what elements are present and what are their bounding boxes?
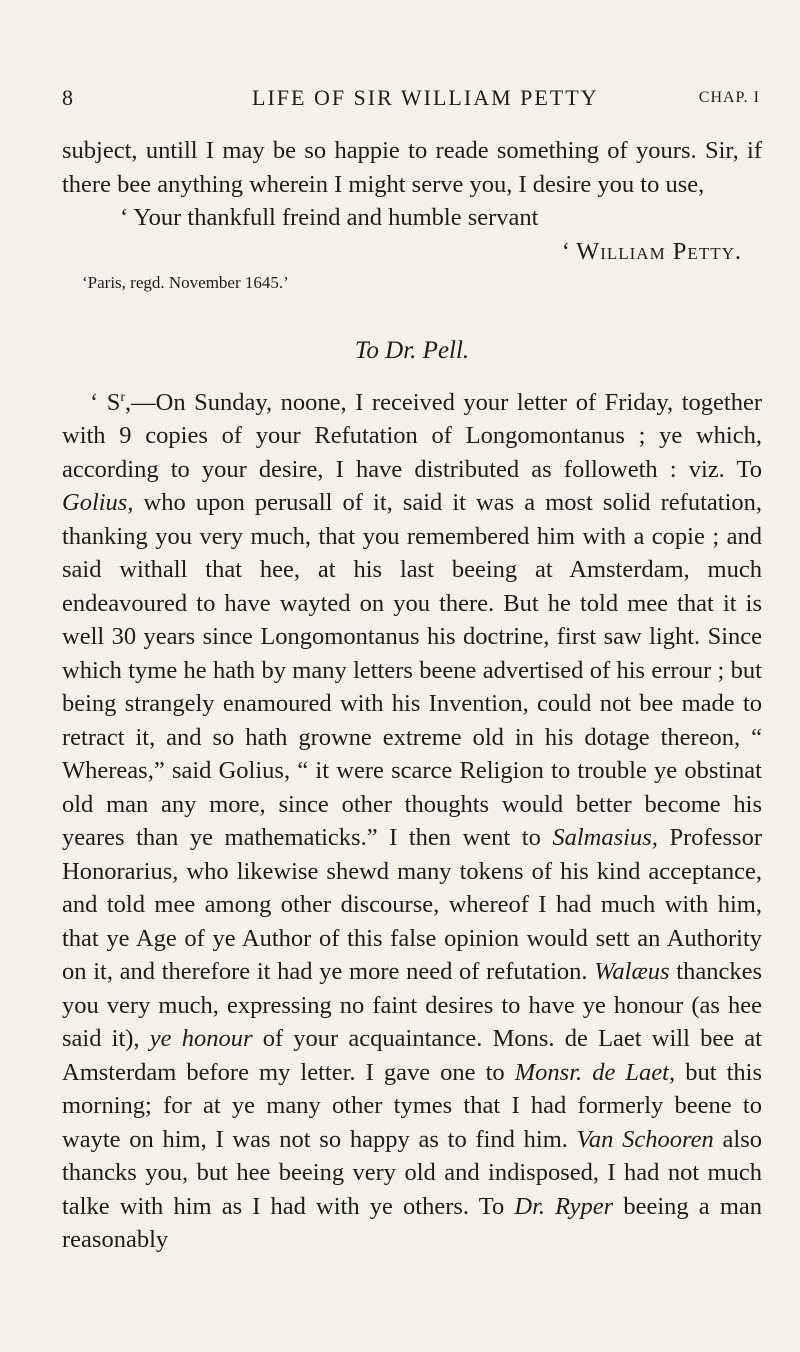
- signature-quote: ‘: [561, 237, 577, 265]
- name-salmasius: Salmasius,: [552, 824, 658, 851]
- chapter-label: CHAP. I: [698, 89, 760, 106]
- salutation: ‘ S: [90, 388, 121, 416]
- name-walaeus: Walæus: [594, 958, 670, 985]
- running-header: [62, 85, 760, 115]
- letter-text-part-7: also thancks you, but hee beeing very old and indisposed, I had not much talke with him as I had with ye others. To: [62, 1125, 762, 1220]
- letter-closing-paragraph: subject, untill I may be so happie to reade something of yours. Sir, if there bee anything wherein I might serve you, I desire you to use,: [62, 137, 762, 198]
- signature-name: William Petty.: [576, 237, 742, 265]
- salutation-superscript: r: [120, 389, 125, 405]
- name-monsr-de-laet: Monsr. de Laet,: [514, 1058, 676, 1086]
- ye-honour: ye honour: [149, 1025, 253, 1052]
- letter-text-part-2: who upon perusall of it, said it was a most solid refutation, thanking you very much, that you remembered him with a copie ; and said withall that hee, at his last beeing at Amsterdam, much endeavoured to have wayted on you there. But he told mee that it is well 30 years since Longomontanus his doctrine, first saw light. Since which tyme he hath by many letters beene advertised of his errour ; but being strangely enamoured with his Invention, could not bee made to retract it, and so hath growne extreme old in his dotage thereon, “ Whereas,” said Golius, “ it were scarce Religion to trouble ye obstinat old man any more, since other thoughts would better become his yeares than ye mathematicks.” I then went to: [62, 489, 762, 851]
- running-title: LIFE OF SIR WILLIAM PETTY: [252, 85, 599, 110]
- valediction: ‘ Your thankfull freind and humble servant: [120, 204, 539, 231]
- name-van-schooren: Van Schooren: [576, 1125, 714, 1153]
- signature: [62, 235, 762, 269]
- letter-heading: To Dr. Pell.: [354, 337, 470, 364]
- date-line: ‘Paris, regd. November 1645.’: [82, 273, 289, 292]
- letter-text-part-4: thanckes you very much, expressing no faint desires to have ye honour (as hee said it),: [62, 958, 762, 1052]
- letter-text: [62, 386, 762, 1257]
- page-number: 8: [62, 85, 74, 110]
- letter-text-part-8: beeing a man reasonably: [62, 1192, 762, 1253]
- letter-text-part-1: ,—On Sunday, noone, I received your letter of Friday, together with 9 copies of your Refutation of Longomontanus ; ye which, according to your desire, I have distributed as followeth : viz. To: [62, 388, 762, 483]
- name-golius: Golius,: [62, 489, 134, 516]
- name-dr-ryper: Dr. Ryper: [514, 1192, 614, 1220]
- letter-text-part-6: but this morning; for at ye many other tymes that I had formerly beene to wayte on him, I was not so happy as to find him.: [62, 1058, 762, 1153]
- letter-text-part-5: of your acquaintance. Mons. de Laet will bee at Amsterdam before my letter. I gave one to: [62, 1025, 762, 1086]
- letter-text-part-3: Professor Honorarius, who likewise shewd many tokens of his kind acceptance, and told mee among other discourse, whereof I had much with him, that ye Age of ye Author of this false opinion would sett an Authority on it, and therefore it had ye more need of refutation.: [62, 824, 762, 985]
- page-body: [62, 134, 762, 1257]
